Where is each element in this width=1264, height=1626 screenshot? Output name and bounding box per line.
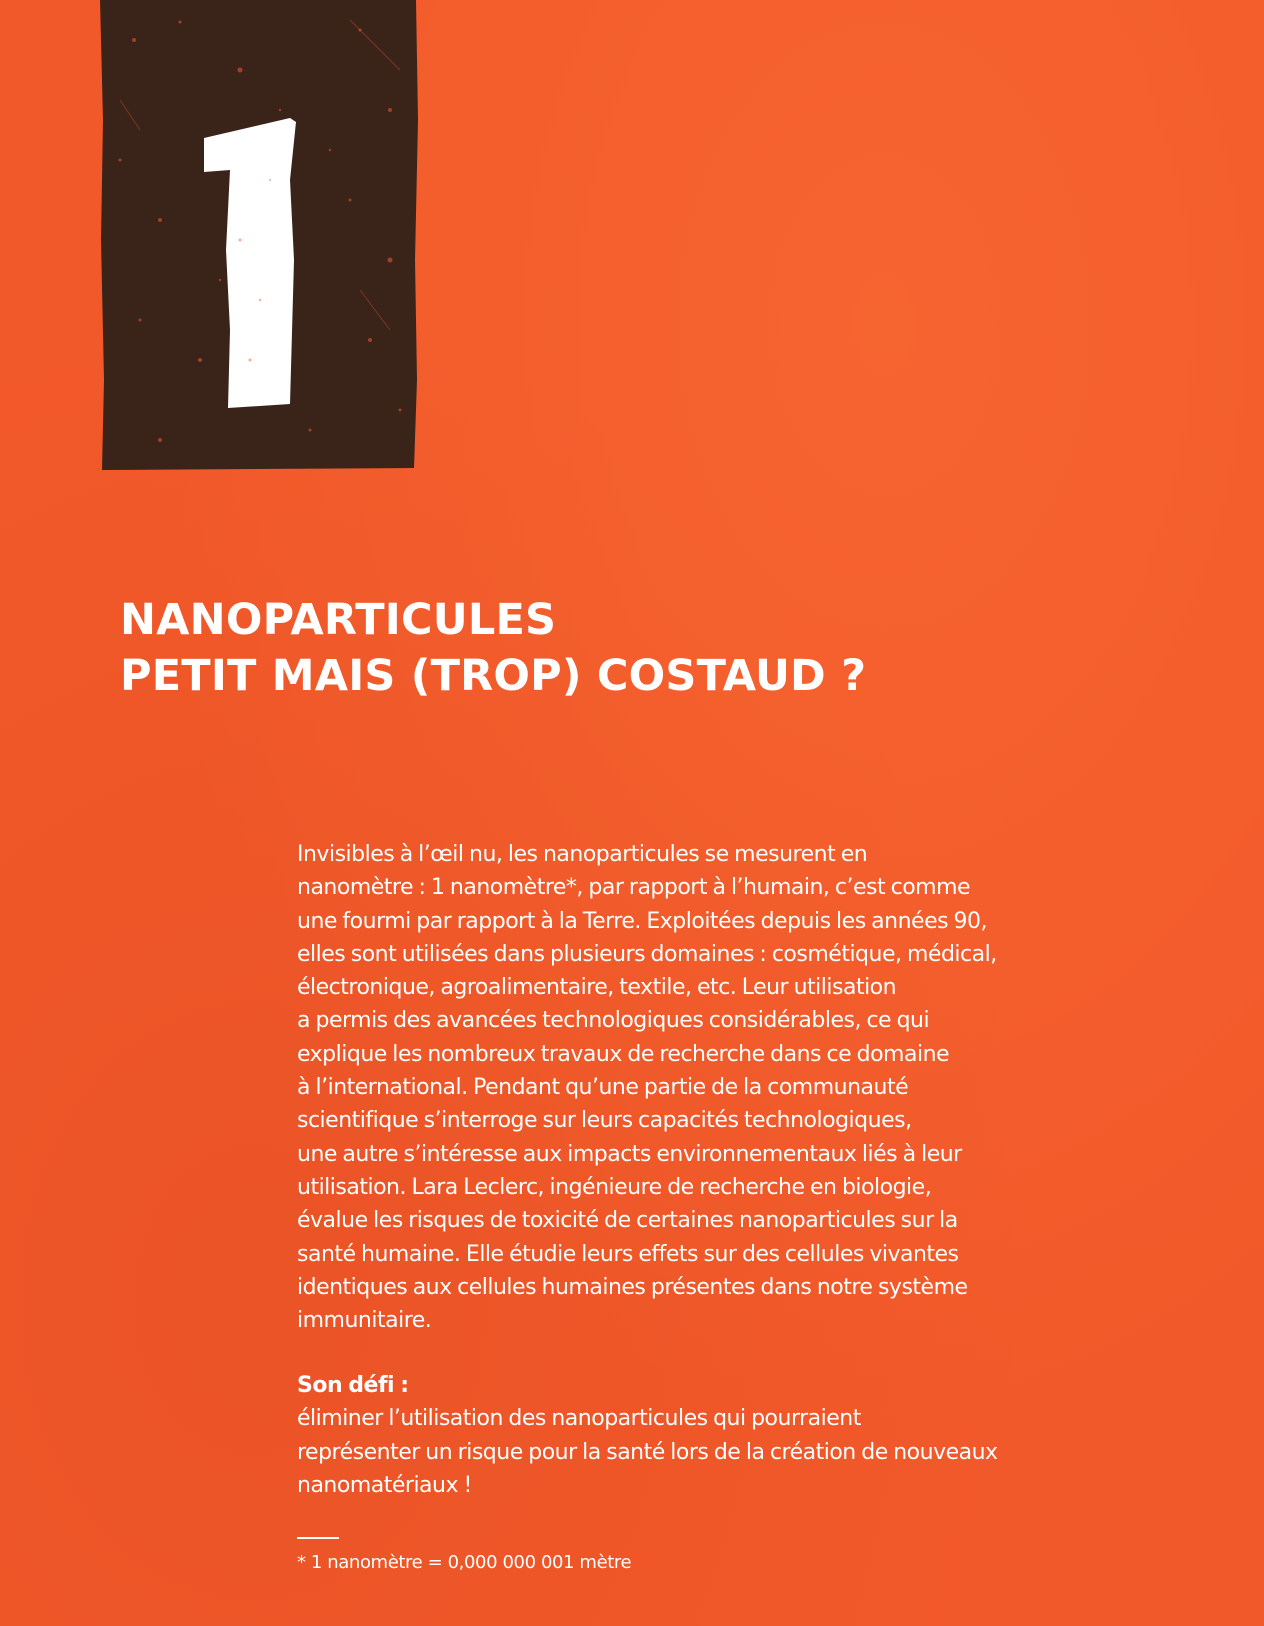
challenge-line: éliminer l’utilisation des nanoparticules qui pourraient bbox=[297, 1406, 861, 1432]
footnote-divider bbox=[297, 1537, 339, 1539]
intro-paragraph bbox=[297, 838, 1177, 1337]
paragraph-line: évalue les risques de toxicité de certaines nanoparticules sur la bbox=[297, 1208, 958, 1234]
challenge-line: représenter un risque pour la santé lors de la création de nouveaux bbox=[297, 1439, 998, 1465]
chapter-number-graphic bbox=[100, 0, 430, 470]
paragraph-line: une fourmi par rapport à la Terre. Exploitées depuis les années 90, bbox=[297, 908, 988, 934]
paragraph-line: elles sont utilisées dans plusieurs domaines : cosmétique, médical, bbox=[297, 941, 997, 967]
paragraph-line: identiques aux cellules humaines présentes dans notre système bbox=[297, 1274, 968, 1300]
paragraph-line: nanomètre : 1 nanomètre*, par rapport à l’humain, c’est comme bbox=[297, 875, 971, 901]
paragraph-line: a permis des avancées technologiques considérables, ce qui bbox=[297, 1008, 930, 1034]
paragraph-line: électronique, agroalimentaire, textile, etc. Leur utilisation bbox=[297, 975, 897, 1001]
footnote: * 1 nanomètre = 0,000 000 001 mètre bbox=[297, 1552, 632, 1573]
paragraph-line: santé humaine. Elle étudie leurs effets sur des cellules vivantes bbox=[297, 1241, 959, 1267]
paragraph-line: Invisibles à l’œil nu, les nanoparticules se mesurent en bbox=[297, 842, 868, 867]
page-title bbox=[120, 592, 1120, 704]
paragraph-line: immunitaire. bbox=[297, 1308, 432, 1334]
paragraph-line: utilisation. Lara Leclerc, ingénieure de recherche en biologie, bbox=[297, 1174, 932, 1200]
paragraph-line: scientifique s’interroge sur leurs capacités technologiques, bbox=[297, 1108, 912, 1134]
challenge-section bbox=[297, 1369, 1177, 1502]
title-line-1: NANOPARTICULES bbox=[120, 595, 557, 645]
title-line-2: PETIT MAIS (TROP) COSTAUD ? bbox=[120, 651, 867, 701]
paragraph-line: à l’international. Pendant qu’une partie de la communauté bbox=[297, 1075, 909, 1101]
paragraph-line: une autre s’intéresse aux impacts environnementaux liés à leur bbox=[297, 1141, 962, 1167]
challenge-line: nanomatériaux ! bbox=[297, 1472, 472, 1498]
challenge-heading: Son défi : bbox=[297, 1373, 409, 1398]
chapter-number-block bbox=[100, 0, 430, 470]
paragraph-line: explique les nombreux travaux de recherche dans ce domaine bbox=[297, 1041, 950, 1067]
